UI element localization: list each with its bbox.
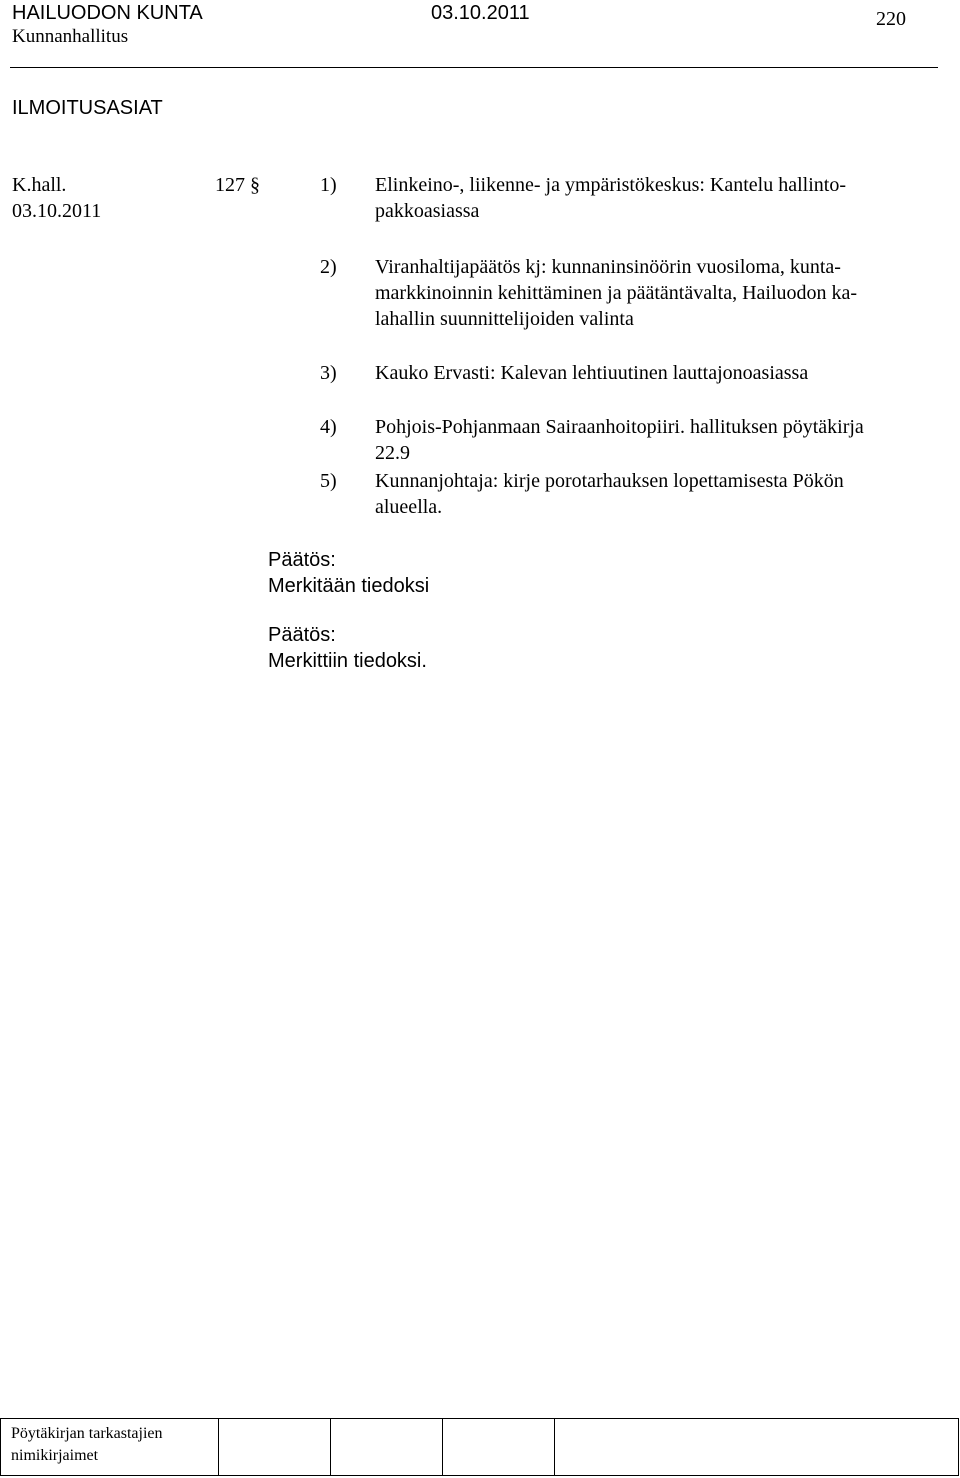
item-number: 3) [320,362,337,384]
item-text-line: Viranhaltijapäätös kj: kunnaninsinöörin vuosiloma, kunta- [375,256,841,278]
item-number: 5) [320,470,337,492]
item-text-line: Kauko Ervasti: Kalevan lehtiuutinen lauttajonoasiassa [375,362,809,384]
item-text-line: Kunnanjohtaja: kirje porotarhauksen lopettamisesta Pökön [375,470,844,492]
decision-text: Merkittiin tiedoksi. [268,650,427,672]
initials-cell [331,1419,443,1476]
initials-label-line: Pöytäkirjan tarkastajien [11,1425,163,1442]
page-number: 220 [876,8,906,30]
initials-label [1,1419,219,1476]
meeting-body: K.hall. [12,174,67,196]
initials-label-line: nimikirjaimet [11,1447,99,1464]
organization-name: HAILUODON KUNTA [12,2,203,24]
item-text-line: pakkoasiassa [375,200,480,222]
initials-cell [219,1419,331,1476]
initials-cell [443,1419,555,1476]
item-text-line: Elinkeino-, liikenne- ja ympäristökeskus: Kantelu hallinto- [375,174,847,196]
item-text-line: markkinoinnin kehittäminen ja päätäntävalta, Hailuodon ka- [375,282,858,304]
item-number: 4) [320,416,337,438]
section-title: ILMOITUSASIAT [12,97,163,119]
decision-text: Merkitään tiedoksi [268,575,430,597]
item-text-line: alueella. [375,496,443,518]
item-text-line: lahallin suunnittelijoiden valinta [375,308,634,330]
initials-cell [555,1419,959,1476]
decision-label: Päätös: [268,549,336,571]
item-text-line: Pohjois-Pohjanmaan Sairaanhoitopiiri. hallituksen pöytäkirja [375,416,864,438]
item-text-line: 22.9 [375,442,410,464]
header-divider [10,67,938,68]
meeting-date: 03.10.2011 [12,200,102,222]
initials-table [0,1418,959,1476]
item-number: 1) [320,174,337,196]
section-number: 127 § [215,174,260,196]
header-date: 03.10.2011 [431,2,530,24]
decision-label: Päätös: [268,624,336,646]
item-number: 2) [320,256,337,278]
board-name: Kunnanhallitus [12,26,129,47]
